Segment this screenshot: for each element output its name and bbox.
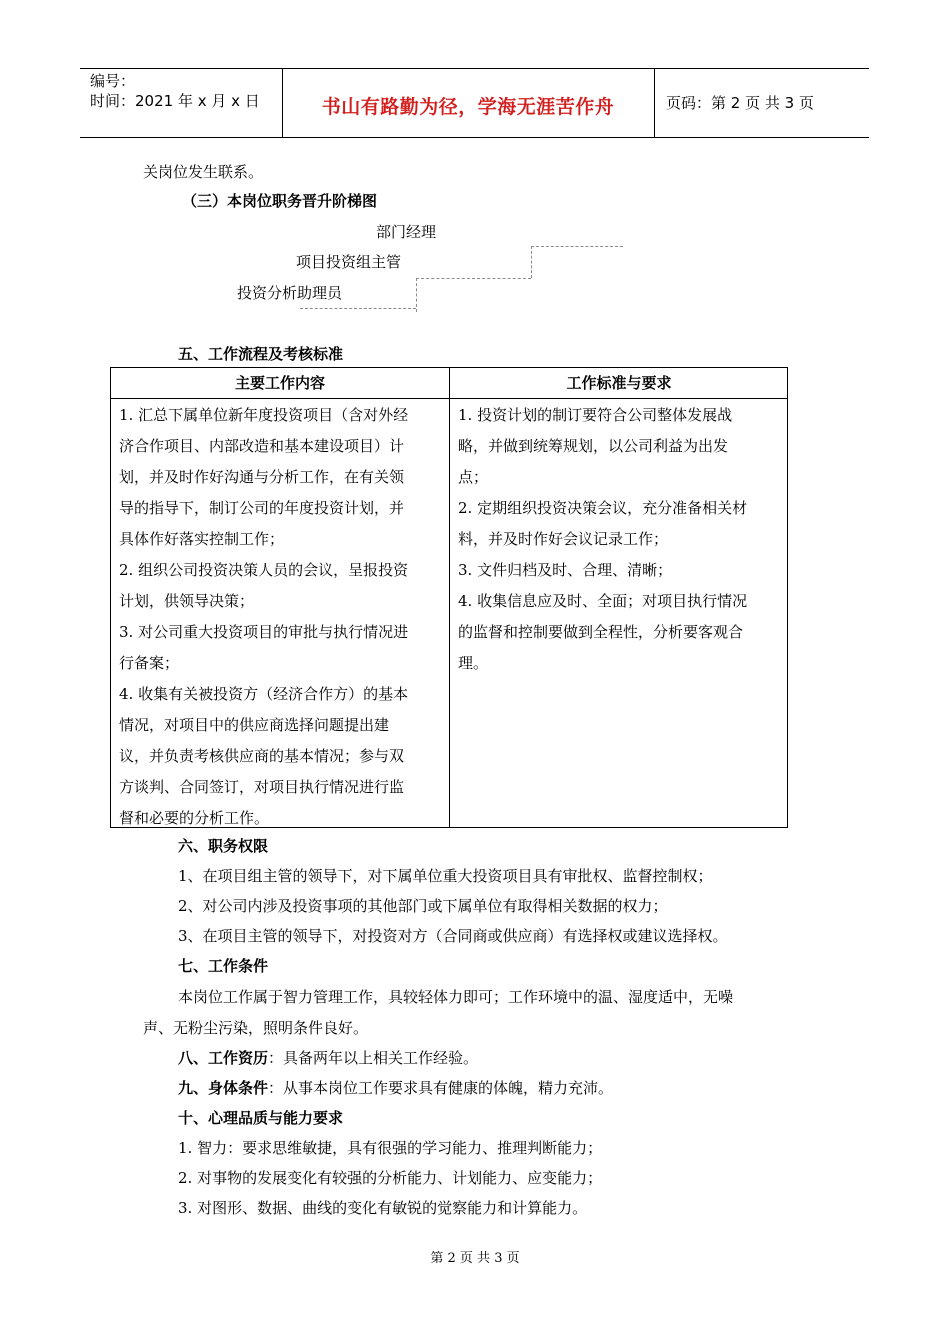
table-cell-line: 导的指导下，制订公司的年度投资计划，并 (119, 499, 405, 517)
section10-title: 十、心理品质与能力要求 (178, 1109, 344, 1127)
header-number: 编号： (90, 72, 136, 90)
ladder-level-bottom: 投资分析助理员 (237, 284, 343, 302)
table-cell-line: 理。 (458, 654, 489, 672)
section9-line (178, 1078, 613, 1098)
table-col-divider (449, 368, 450, 827)
table-cell-line: 行备案； (119, 654, 180, 672)
table-cell-line: 情况，对项目中的供应商选择问题提出建 (119, 716, 390, 734)
table-header-main-work: 主要工作内容 (234, 374, 325, 392)
section8-line (178, 1048, 478, 1068)
section8-text: ：具备两年以上相关工作经验。 (268, 1049, 479, 1067)
ladder-step-line (300, 308, 416, 309)
ability-item: 3. 对图形、数据、曲线的变化有敏锐的觉察能力和计算能力。 (178, 1199, 588, 1217)
section6-title: 六、职务权限 (178, 837, 269, 855)
table-cell-line: 计划，供领导决策； (119, 592, 255, 610)
page-footer: 第 2 页 共 3 页 (430, 1251, 520, 1266)
ladder-level-middle: 项目投资组主管 (296, 253, 402, 271)
section9-title: 九、身体条件 (178, 1079, 269, 1097)
page-header (80, 68, 869, 138)
authority-item: 3、在项目主管的领导下，对投资对方（合同商或供应商）有选择权或建议选择权。 (178, 927, 728, 945)
ladder-step-line (531, 246, 623, 247)
ladder-step-line (531, 246, 532, 278)
table-cell-line: 点； (458, 468, 489, 486)
table-cell-line: 3. 文件归档及时、合理、清晰； (458, 561, 673, 579)
ladder-step-line (416, 278, 531, 279)
table-cell-line: 2. 定期组织投资决策会议，充分准备相关材 (458, 499, 748, 517)
section9-text: ：从事本岗位工作要求具有健康的体魄，精力充沛。 (268, 1079, 614, 1097)
table-header-divider (111, 398, 787, 399)
section8-title: 八、工作资历 (178, 1049, 269, 1067)
table-cell-main-work (119, 400, 444, 834)
section5-title: 五、工作流程及考核标准 (178, 345, 344, 363)
table-cell-line: 1. 投资计划的制订要符合公司整体发展战 (458, 406, 733, 424)
work-conditions-text: 声、无粉尘污染，照明条件良好。 (143, 1019, 369, 1037)
table-cell-line: 料，并及时作好会议记录工作； (458, 530, 669, 548)
work-conditions-text: 本岗位工作属于智力管理工作，具较轻体力即可；工作环境中的温、湿度适中，无噪 (178, 988, 734, 1006)
ability-item: 1. 智力：要求思维敏捷，具有很强的学习能力、推理判断能力； (178, 1139, 603, 1157)
table-cell-line: 划，并及时作好沟通与分析工作，在有关领 (119, 468, 405, 486)
authority-item: 2、对公司内涉及投资事项的其他部门或下属单位有取得相关数据的权力； (178, 897, 668, 915)
header-page-number: 页码：第 2 页 共 3 页 (666, 94, 814, 112)
table-cell-line: 2. 组织公司投资决策人员的会议，呈报投资 (119, 561, 409, 579)
ladder-level-top: 部门经理 (376, 223, 437, 241)
intro-tail-text: 关岗位发生联系。 (143, 163, 264, 181)
table-header-standards: 工作标准与要求 (566, 374, 672, 392)
table-cell-line: 济合作项目、内部改造和基本建设项目）计 (119, 437, 405, 455)
table-cell-line: 督和必要的分析工作。 (119, 809, 270, 827)
ladder-title: （三）本岗位职务晋升阶梯图 (182, 192, 378, 210)
header-motto: 书山有路勤为径，学海无涯苦作舟 (321, 96, 615, 118)
table-cell-line: 4. 收集信息应及时、全面；对项目执行情况 (458, 592, 748, 610)
table-cell-line: 4. 收集有关被投资方（经济合作方）的基本 (119, 685, 409, 703)
header-time: 时间：2021 年 x 月 x 日 (90, 92, 260, 110)
authority-item: 1、在项目组主管的领导下，对下属单位重大投资项目具有审批权、监督控制权； (178, 867, 713, 885)
header-divider (654, 69, 655, 137)
section7-title: 七、工作条件 (178, 957, 269, 975)
header-meta (90, 71, 260, 111)
table-cell-line: 的监督和控制要做到全程性，分析要客观合 (458, 623, 744, 641)
table-cell-standards (458, 400, 783, 679)
table-cell-line: 具体作好落实控制工作； (119, 530, 285, 548)
table-cell-line: 3. 对公司重大投资项目的审批与执行情况进 (119, 623, 409, 641)
table-cell-line: 略，并做到统筹规划，以公司利益为出发 (458, 437, 729, 455)
work-standards-table (110, 367, 788, 828)
ladder-step-line (416, 278, 417, 312)
table-cell-line: 方谈判、合同签订，对项目执行情况进行监 (119, 778, 405, 796)
ability-item: 2. 对事物的发展变化有较强的分析能力、计划能力、应变能力； (178, 1169, 603, 1187)
table-cell-line: 议，并负责考核供应商的基本情况；参与双 (119, 747, 405, 765)
table-cell-line: 1. 汇总下属单位新年度投资项目（含对外经 (119, 406, 409, 424)
